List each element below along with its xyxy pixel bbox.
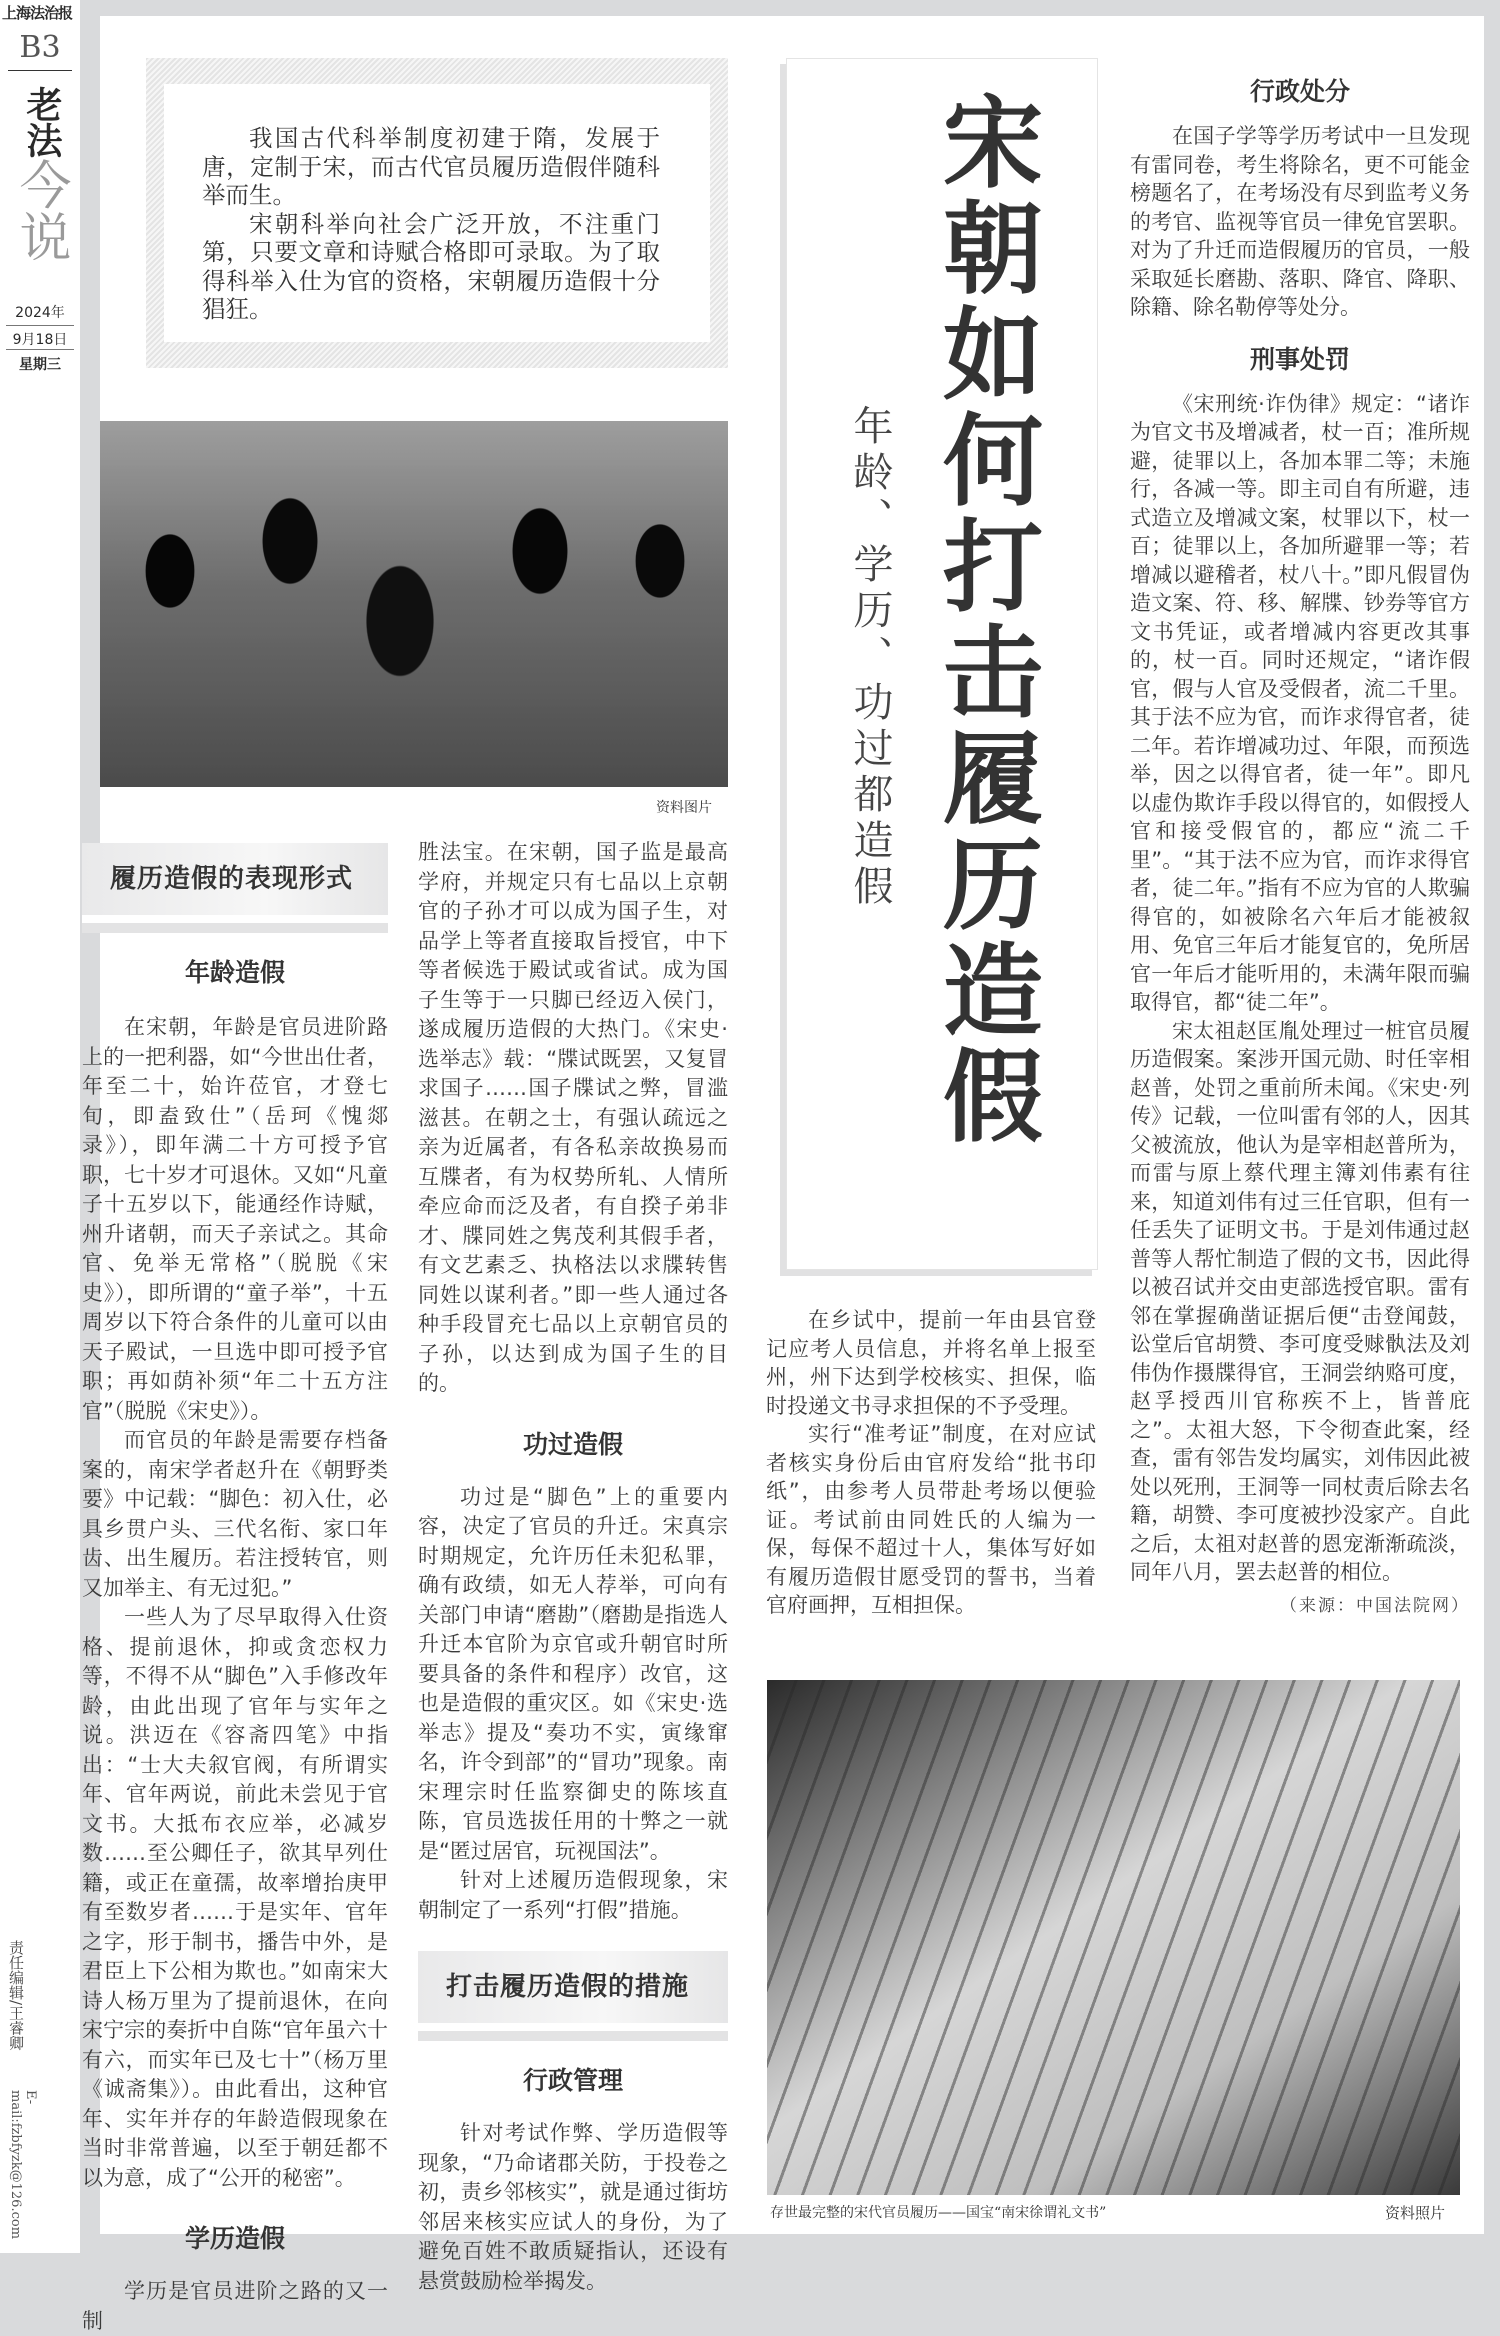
subheadline: 年龄、学历、功过都造假: [847, 405, 893, 911]
paragraph: 一些人为了尽早取得入仕资格、提前退休，抑或贪恋权力等，不得不从“脚色”入手修改年龄，由此出现了官年与实年之说。洪迈在《容斋四笔》中指出：“士大夫叙官阀，有所谓实年、官年两说，前此未尝见于官文书。大抵布衣应举，必减岁数……至公卿任子，欲其早列仕籍，或正在童孺，故率增抬庚甲有至数岁者……于是实年、官年之字，形于制书，播告中外，是君臣上下公相为欺也。”如南宋大诗人杨万里为了提前退休，在向宋宁宗的奏折中自陈“官年虽六十有六，而实年已及七十”（杨万里《诚斋集》）。由此看出，这种官年、实年并存的年龄造假现象在当时非常普遍，以至于朝廷都不以为意，成了“公开的秘密”。: [82, 1605, 388, 2190]
subheading-education: 学历造假: [184, 2224, 285, 2253]
issue-weekday: 星期三: [19, 357, 61, 373]
paragraph: 《宋刑统·诈伪律》规定：“诸诈为官文书及增减者，杖一百；准所规避，徒罪以上，各加本罪二等；未施行，各减一等。即主司自有所避，违式造立及增减文案，杖罪以下，杖一百；徒罪以上，各加所避罪一等；若增减以避稽者，杖八十。”即凡假冒伪造文案、符、移、解牒、钞券等官方文书凭证，或者增减内容更改其事的，杖一百。同时还规定，“诸诈假官，假与人官及受假者，流二千里。其于法不应为官，而诈求得官者，徒二年。若诈增减功过、年限，而预选举，因之以得官者，徒一年”。即凡以虚伪欺诈手段以得官的，如假授人官和接受假官的，都应“流二千里”。“其于法不应为官，而诈求得官者，徒二年。”指有不应为官的人欺骗得官的，如被除名六年后才能被叙用、免官三年后才能复官的，免所居官一年后才能听用的，未满年限而骗取得官，都“徒二年”。: [1130, 391, 1470, 1014]
intro-paragraph: 我国古代科举制度初建于隋，发展于唐，定制于宋，而古代官员履历造假伴随科举而生。: [202, 124, 660, 209]
issue-year: 2024年: [15, 305, 65, 321]
editor-credit: 责任编辑/王睿卿: [7, 1940, 25, 2051]
paragraph: 针对考试作弊、学历造假等现象，“乃命诸郡关防，于投卷之初，责乡邻核实”，就是通过街坊邻居来核实应试人的身份，为了避免百姓不敢质疑指认，还设有悬赏鼓励检举揭发。: [418, 2121, 728, 2293]
column-right: [1130, 72, 1470, 1616]
section-heading: [418, 1951, 728, 2031]
divider: [6, 325, 74, 326]
column-center-bottom: [766, 1306, 1096, 1620]
photo-credit: 资料照片: [1385, 2204, 1446, 2222]
paragraph: 实行“准考证”制度，在对应试者核实身份后由官府发给“批书印纸”，由参考人员带赴考场以便验证。考试前由同姓氏的人编为一保，每保不超过十人，集体写好如有履历造假甘愿受罚的誓书，当着官府画押，互相担保。: [766, 1422, 1096, 1617]
editor-email[interactable]: E-mail:fzbfyzk@126.com: [8, 2090, 38, 2240]
paragraph: 胜法宝。在宋朝，国子监是最高学府，并规定只有七品以上京朝官的子孙才可以成为国子生，对品学上等者直接取旨授官，中下等者候选于殿试或省试。成为国子生等于一只脚已经迈入侯门，遂成履历造假的大热门。《宋史·选举志》载：“牒试既罢，又复冒求国子……国子牒试之弊，冒滥滋甚。在朝之士，有强认疏远之亲为近属者，有各私亲故换易而互牒者，有为权势所轧、人情所牵应命而泛及者，有自揆子弟非才、牒同姓之隽茂利其假手者，有文艺素乏、执格法以求牒转售同姓以谋利者。”即一些人通过各种手段冒充七品以上京朝官员的子孙，以达到成为国子生的目的。: [418, 840, 728, 1395]
column-name-secondary: 今说: [10, 158, 70, 262]
subheading-criminal-penalty: 刑事处罚: [1249, 344, 1350, 374]
subheading-age: 年龄造假: [184, 958, 285, 987]
photo-caption: 存世最完整的宋代官员履历——国宝“南宋徐谓礼文书”: [770, 2205, 1107, 2221]
paragraph: 学历是官员进阶之路的又一制: [82, 2279, 388, 2333]
page-number: B3: [19, 30, 61, 65]
paragraph: 在宋朝，年龄是官员进阶路上的一把利器，如“今世出仕者，年至二十，始许莅官，才登七旬，即盍致仕”（岳珂《愧郯录》），即年满二十方可授予官职，七十岁才可退休。又如“凡童子十五岁以下，能通经作诗赋，州升诸朝，而天子亲试之。其命官、免举无常格”（脱脱《宋史》），即所谓的“童子举”，十五周岁以下符合条件的儿童可以由天子殿试，一旦选中即可授予官职；再如荫补须“年二十五方注官”（脱脱《宋史》）。: [82, 1015, 388, 1423]
section-heading: [82, 843, 388, 923]
paragraph: 在国子学等学历考试中一旦发现有雷同卷，考生将除名，更不可能金榜题名了，在考场没有尽到监考义务的考官、监视等官员一律免官罢职。对为了升迁而造假履历的官员，一般采取延长磨勘、落职、降官、降职、除籍、除名勒停等处分。: [1130, 124, 1470, 319]
paragraph: 在乡试中，提前一年由县官登记应考人员信息，并将名单上报至州，州下达到学校核实、担保，临时投递文书寻求担保的不予受理。: [766, 1308, 1096, 1418]
paragraph: 宋太祖赵匡胤处理过一桩官员履历造假案。案涉开国元勋、时任宰相赵普，处罚之重前所未闻。《宋史·列传》记载，一位叫雷有邻的人，因其父被流放，他认为是宰相赵普所为，而雷与原上蔡代理主簿刘伟素有往来，知道刘伟有过三任官职，但有一任丢失了证明文书。于是刘伟通过赵普等人帮忙制造了假的文书，因此得以被召试并交由吏部选授官职。雷有邻在掌握确凿证据后便“击登闻鼓，讼堂后官胡赞、李可度受赇骫法及刘伟伪作摄牒得官，王洞尝纳赂可度，赵孚授西川官称疾不上，皆普庇之”。太祖大怒，下令彻查此案，经查，雷有邻告发均属实，刘伟因此被处以死刑，王洞等一同杖责后除去名籍，胡赞、李可度被抄没家产。自此之后，太祖对赵普的恩宠渐渐疏淡，同年八月，罢去赵普的相位。: [1130, 1018, 1470, 1584]
intro-box: [146, 58, 728, 368]
section-heading-text: 履历造假的表现形式: [110, 864, 354, 894]
section-heading-text: 打击履历造假的措施: [446, 1972, 690, 2002]
paragraph: 功过是“脚色”上的重要内容，决定了官员的升迁。宋真宗时期规定，允许历任未犯私罪，确有政绩，如无人荐举，可向有关部门申请“磨勘”（磨勘是指选人升迁本官阶为京官或升朝官时所要具备的条件和程序）改官，这也是造假的重灾区。如《宋史·选举志》提及“奏功不实，寅缘窜名，许令到部”的“冒功”现象。南宋理宗时任监察御史的陈垓直陈，官员选拔任用的十弊之一就是“匿过居官，玩视国法”。: [418, 1484, 728, 1863]
paragraph: 针对上述履历造假现象，宋朝制定了一系列“打假”措施。: [418, 1868, 728, 1922]
intro-paragraph: 宋朝科举向社会广泛开放，不注重门第，只要文章和诗赋合格即可录取。为了取得科举入仕为官的资格，宋朝履历造假十分猖狂。: [202, 209, 660, 323]
subheading-admin-management: 行政管理: [522, 2066, 623, 2095]
divider: [8, 70, 72, 71]
headline: 宋朝如何打击履历造假: [926, 90, 1044, 1150]
song-dynasty-document-photo: [767, 1680, 1460, 2195]
column-name-primary: 老法: [21, 86, 62, 158]
subheading-admin-penalty: 行政处分: [1249, 77, 1350, 106]
issue-date: 9月18日: [12, 332, 68, 348]
ancient-officials-painting: [100, 421, 728, 787]
subheading-merit: 功过造假: [522, 1429, 623, 1459]
newspaper-logo: 上海法治报: [2, 4, 73, 22]
column-left: [82, 843, 388, 2336]
photo-credit: 资料图片: [656, 800, 712, 816]
paragraph: 而官员的年龄是需要存档备案的，南宋学者赵升在《朝野类要》中记载：“脚色：初入仕，必具乡贯户头、三代名衔、家口年齿、出生履历。若注授转官，则又加举主、有无过犯。”: [82, 1428, 388, 1600]
source-credit: （来源：中国法院网）: [1280, 1595, 1470, 1616]
divider: [6, 349, 74, 350]
masthead-sidebar: [0, 0, 80, 2253]
column-middle: [418, 838, 728, 2296]
